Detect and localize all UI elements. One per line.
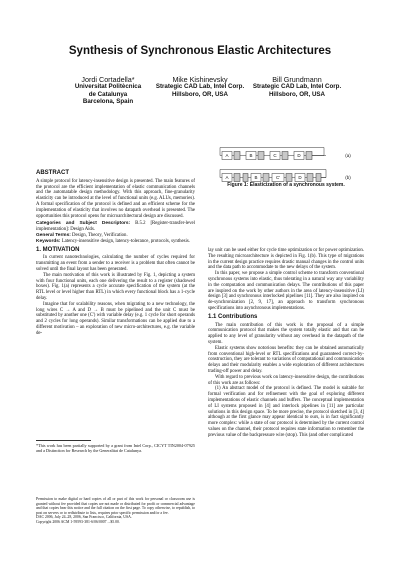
categories-label: Categories and Subject Descriptors: xyxy=(36,221,131,227)
author-affiliation: Hillsboro, OR, USA xyxy=(171,90,229,98)
keywords-text: Latency-insensitive design, latency-tolerance, protocols, synthesis. xyxy=(61,238,190,244)
left-column xyxy=(36,168,195,337)
figure-1-diagram xyxy=(208,135,364,200)
section-1-paragraph: Imagine that for scalability reasons, when migrating to a new technology, the long wires C → A and D → B must be pipelined and the unit C must be substituted by another one (C') with variable delay (e.g. 1 cycle for short operands and 2 cycles for long operands). Similar transformations can be applied due to a different motivation – an exploration of new micro-architectures, e.g. the variable de- xyxy=(36,301,195,336)
fig-label-b-unit: B xyxy=(249,153,253,159)
fig-subfig-b-label: (b) xyxy=(345,175,351,181)
abstract-heading: ABSTRACT xyxy=(36,170,69,176)
author-affiliation: de Catalunya xyxy=(88,90,128,98)
keywords-line xyxy=(36,239,195,245)
section-1-1-heading: 1.1 Contributions xyxy=(208,313,258,320)
fig-label-b-unit: B xyxy=(254,175,258,181)
author-affiliation: Universitat Politècnica xyxy=(74,83,142,91)
section-1-heading: 1. MOTIVATION xyxy=(36,246,80,253)
right-paragraph: The main contribution of this work is the proposal of a simple communication protocol that makes the system totally elastic and that can be applied to any level of granularity without any overhead in the datapath of the system. xyxy=(208,322,364,345)
fig-label-c-unit: C xyxy=(273,153,277,159)
right-paragraph: Elastic systems show notorious benefits: they can be obtained automatically from conventional high-level or RTL specifications and guaranteed correct-by-construction, they are tolerant to variations of computational and communication delays and their modularity enables a wide exploration of different architectures trading-off power and delay. xyxy=(208,345,364,374)
figure-caption: Figure 1: Elasticization of a synchronous system. xyxy=(227,182,345,188)
author-affiliation: Hillsboro, OR, USA xyxy=(268,90,326,98)
fig-subfig-a-label: (a) xyxy=(345,153,351,159)
permission-notice xyxy=(36,497,195,525)
copyright-line: Copyright 2006 ACM 1-59593-381-6/06/0007 ...$5.00. xyxy=(36,519,120,524)
keywords-label: Keywords: xyxy=(36,238,61,244)
fig-label-a-unit: A xyxy=(225,153,229,159)
categories-text: B.5.2 [Register-transfer-level implementation]: Design Aids. xyxy=(36,221,196,233)
right-paragraph: In this paper, we propose a simple control scheme to transform conventional synchronous systems into elastic, thus tolerating in a natural way any variability in the computation and communication delays. The contributions of this paper are inspired on the work by other authors in the area of latency-insensitive (LI) design [3] and synchronous interlocked pipelines [11]. They are also inspired on de-synchronization [2, 9, 17], an approach to transform synchronous specifications into asynchronous implementations. xyxy=(208,271,364,311)
author-name: Bill Grundmann xyxy=(272,75,322,84)
terms-label: General Terms: xyxy=(36,232,71,238)
right-column xyxy=(208,248,364,439)
section-1-paragraph: The main motivation of this work is illustrated by Fig. 1, depicting a system with four functional units, each one delivering the result to a register (shadowed boxes). Fig. 1(a) represents a cycle accurate specification of the system (at the RTL level or level higher than RTL) in which every functional block has a 1-cycle delay. xyxy=(36,272,195,301)
author-affiliation: Strategic CAD Lab, Intel Corp. xyxy=(252,83,342,91)
fig-label-d-unit: D xyxy=(298,175,302,181)
fig-label-a-unit: A xyxy=(225,175,229,181)
author-block-1 xyxy=(58,76,158,106)
author-name: Mike Kishinevsky xyxy=(172,75,228,84)
fig-label-d-unit: D xyxy=(297,153,301,159)
right-paragraph: lay unit can be used either for cycle time optimization or for power optimization. The resulting microarchitecture is depicted in Fig. 1(b). This type of migrations in the current design practice requires drastic manual changes in the control units and the data path to accommodate to the new delays of the system. xyxy=(208,248,364,271)
author-name: Jordi Cortadella* xyxy=(81,75,135,84)
author-block-3 xyxy=(247,76,347,98)
footnote-rule xyxy=(36,440,91,441)
paper-title: Synthesis of Synchronous Elastic Architectures xyxy=(68,45,332,57)
permission-text: Permission to make digital or hard copies of all or part of this work for personal or classroom use is granted without fee provided that copies are not made or distributed for profit or commercial advantage and that copies bear this notice and the full citation on the first page. To copy otherwise, to republish, to post on servers or to redistribute to lists, requires prior specific permission and/or a fee. xyxy=(36,497,195,515)
conference-line: DAC 2006, July 24–28, 2006, San Francisco, California, USA. xyxy=(36,515,132,520)
section-1-paragraph: In current nanotechnologies, calculating the number of cycles required for transmitting an event from a sender to a receiver is a problem that often cannot be solved until the final layout has been generated. xyxy=(36,255,195,272)
fig-label-cprime-unit: C' xyxy=(275,175,281,181)
categories-line xyxy=(36,221,195,233)
right-paragraph: With regard to previous work on latency-insensitive design, the contributions of this work are as follows: xyxy=(208,374,364,386)
author-affiliation: Strategic CAD Lab, Intel Corp. xyxy=(155,83,245,91)
author-block-2 xyxy=(150,76,250,98)
terms-text: Design, Theory, Verification. xyxy=(72,232,128,238)
footnote: *This work has been partially supported by a grant from Intel Corp., CICYT TIN2004-07925 and a Distinction for Research by the Generalitat de Catalunya. xyxy=(36,443,195,453)
right-paragraph: (1) An abstract model of the protocol is defined. The model is suitable for formal verification and for refinement with the goal of exploring different implementations of elastic channels and buffers. The conceptual implementation of LI systems proposed in [4] and interlock pipelines in [11] are particular solutions in this design space. To be more precise, the protocol sketched in [3, 4] although at the first glance may appear identical to ours, is in fact significantly more complex: while a state of our protocol is determined by the current control values on the channel, their protocol requires state information to remember the previous value of the backpressure wire (stop). This (and other complicated xyxy=(208,386,364,438)
abstract-text: A simple protocol for latency-insensitive design is presented. The main features of the protocol are the efficient implementation of elastic communication channels and the automatable design methodology. With this approach, fine-granularity elasticity can be introduced at the level of functional units (e.g. ALUs, memories). A formal specification of the protocol is defined and an efficient scheme for the implementation of elasticity that involves no datapath overhead is presented. The opportunities this protocol opens for microarchitectural design are discussed. xyxy=(36,178,195,219)
author-affiliation: Barcelona, Spain xyxy=(82,98,134,106)
